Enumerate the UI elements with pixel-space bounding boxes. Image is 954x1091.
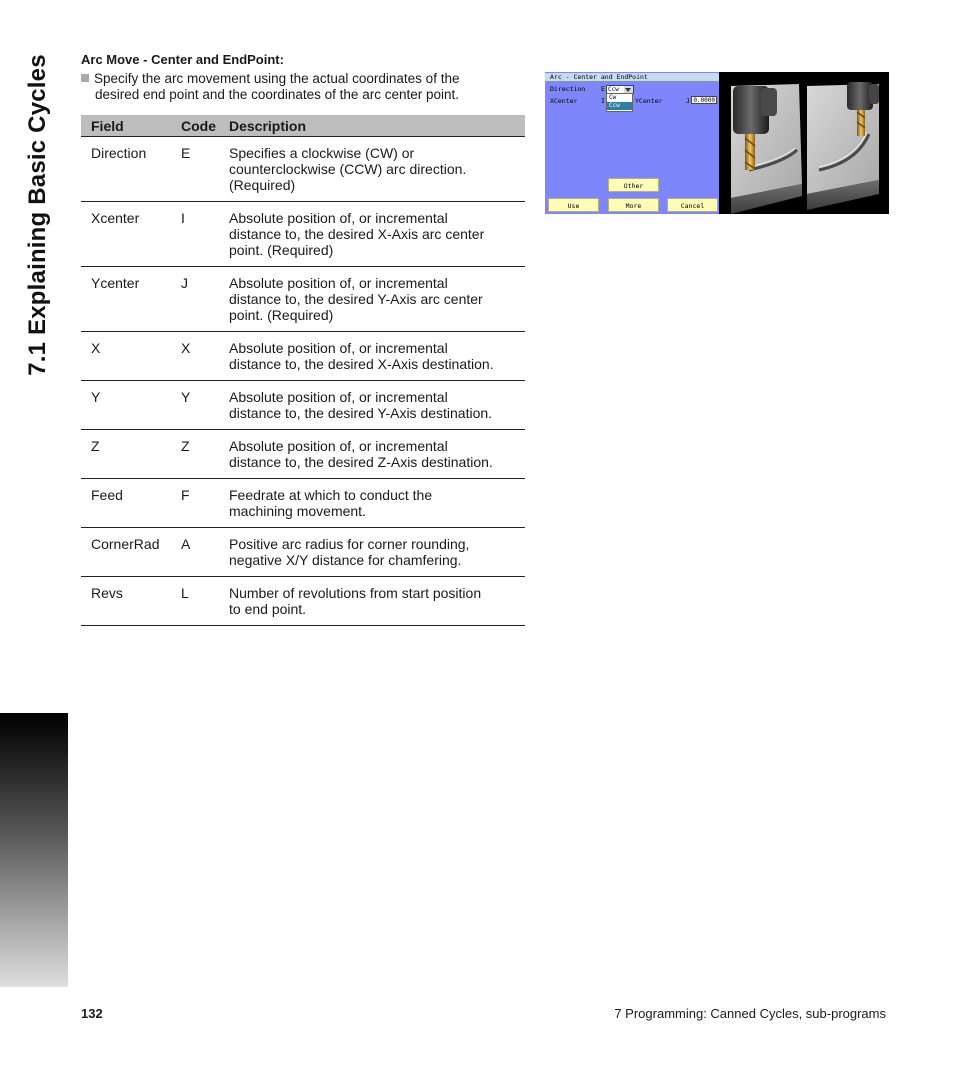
option-ccw[interactable]: Ccw [607,102,632,110]
description-line: (Required) [229,177,296,193]
description-line: Specifies a clockwise (CW) or [229,145,415,161]
description-line: counterclockwise (CCW) arc direction. [229,161,467,177]
dropdown-arrow-icon[interactable] [624,86,633,93]
description-line: Number of revolutions from start position [229,585,482,601]
ycenter-input[interactable]: 0.0000 [691,96,717,104]
description-line: distance to, the desired X-Axis arc center [229,226,485,242]
table-row [81,479,525,528]
field-cell: Revs [81,577,171,626]
description-cell [229,202,525,267]
bullet-paragraph [81,71,501,103]
direction-options-list[interactable] [606,93,633,112]
description-line: Absolute position of, or incremental [229,210,448,226]
chapter-footer: 7 Programming: Canned Cycles, sub-programs [614,1006,886,1021]
code-cell: E [171,137,229,202]
code-cell: A [171,528,229,577]
description-cell [229,381,525,430]
table-row [81,528,525,577]
description-cell [229,332,525,381]
description-cell [229,479,525,528]
field-cell: Direction [81,137,171,202]
code-cell: X [171,332,229,381]
left-view [731,84,802,214]
description-line: Absolute position of, or incremental [229,340,448,356]
description-line: distance to, the desired Y-Axis destination. [229,405,493,421]
table-row [81,267,525,332]
side-chapter-title: 7.1 Explaining Basic Cycles [24,54,51,376]
code-cell: J [171,267,229,332]
field-cell: Z [81,430,171,479]
side-gradient-bar [0,713,68,987]
right-view [807,82,879,210]
code-cell: Z [171,430,229,479]
table-row [81,577,525,626]
description-cell [229,430,525,479]
header-description: Description [229,115,525,137]
header-code: Code [171,115,229,137]
description-cell [229,528,525,577]
code-cell: L [171,577,229,626]
section-heading: Arc Move - Center and EndPoint: [81,52,284,67]
arc-dialog [545,72,719,214]
description-line: distance to, the desired Y-Axis arc center [229,291,483,307]
option-cw[interactable]: Cw [609,94,617,101]
bullet-line-2: desired end point and the coordinates of the arc center point. [95,87,459,102]
table-header-row [81,115,525,137]
code-cell: F [171,479,229,528]
dialog-title: Arc - Center and EndPoint [545,73,719,81]
code-cell: I [171,202,229,267]
table-row [81,202,525,267]
ycenter-label: YCenter [635,97,663,105]
arc-preview-image [719,72,889,214]
more-button[interactable]: More [608,198,659,212]
description-line: to end point. [229,601,307,617]
description-line: Absolute position of, or incremental [229,389,448,405]
other-button[interactable]: Other [608,178,659,192]
field-cell: X [81,332,171,381]
description-line: Absolute position of, or incremental [229,438,448,454]
table-row [81,332,525,381]
xcenter-code: I [601,97,605,105]
table-row [81,381,525,430]
cancel-button[interactable]: Cancel [667,198,718,212]
description-line: point. (Required) [229,307,334,323]
page-number: 132 [81,1006,103,1021]
description-line: Absolute position of, or incremental [229,275,448,291]
field-cell: CornerRad [81,528,171,577]
bullet-square-icon [81,74,89,82]
table-row [81,137,525,202]
description-cell [229,577,525,626]
header-field: Field [81,115,171,137]
direction-label: Direction [550,85,586,93]
direction-value: Ccw [608,86,619,93]
description-line: Feedrate at which to conduct the [229,487,433,503]
description-line: distance to, the desired Z-Axis destination. [229,454,493,470]
field-cell: Y [81,381,171,430]
xcenter-label: XCenter [550,97,578,105]
table-row [81,430,525,479]
code-cell: Y [171,381,229,430]
ycenter-code: J [686,97,690,105]
description-cell [229,137,525,202]
description-line: negative X/Y distance for chamfering. [229,552,462,568]
use-button[interactable]: Use [548,198,599,212]
description-cell [229,267,525,332]
description-line: point. (Required) [229,242,334,258]
field-cell: Xcenter [81,202,171,267]
field-cell: Ycenter [81,267,171,332]
dro-screenshot [545,72,889,214]
parameter-table [81,115,525,626]
description-line: distance to, the desired X-Axis destination. [229,356,494,372]
field-cell: Feed [81,479,171,528]
bullet-line-1: Specify the arc movement using the actual coordinates of the [94,71,460,86]
direction-code: E [601,85,605,93]
description-line: machining movement. [229,503,366,519]
description-line: Positive arc radius for corner rounding, [229,536,470,552]
